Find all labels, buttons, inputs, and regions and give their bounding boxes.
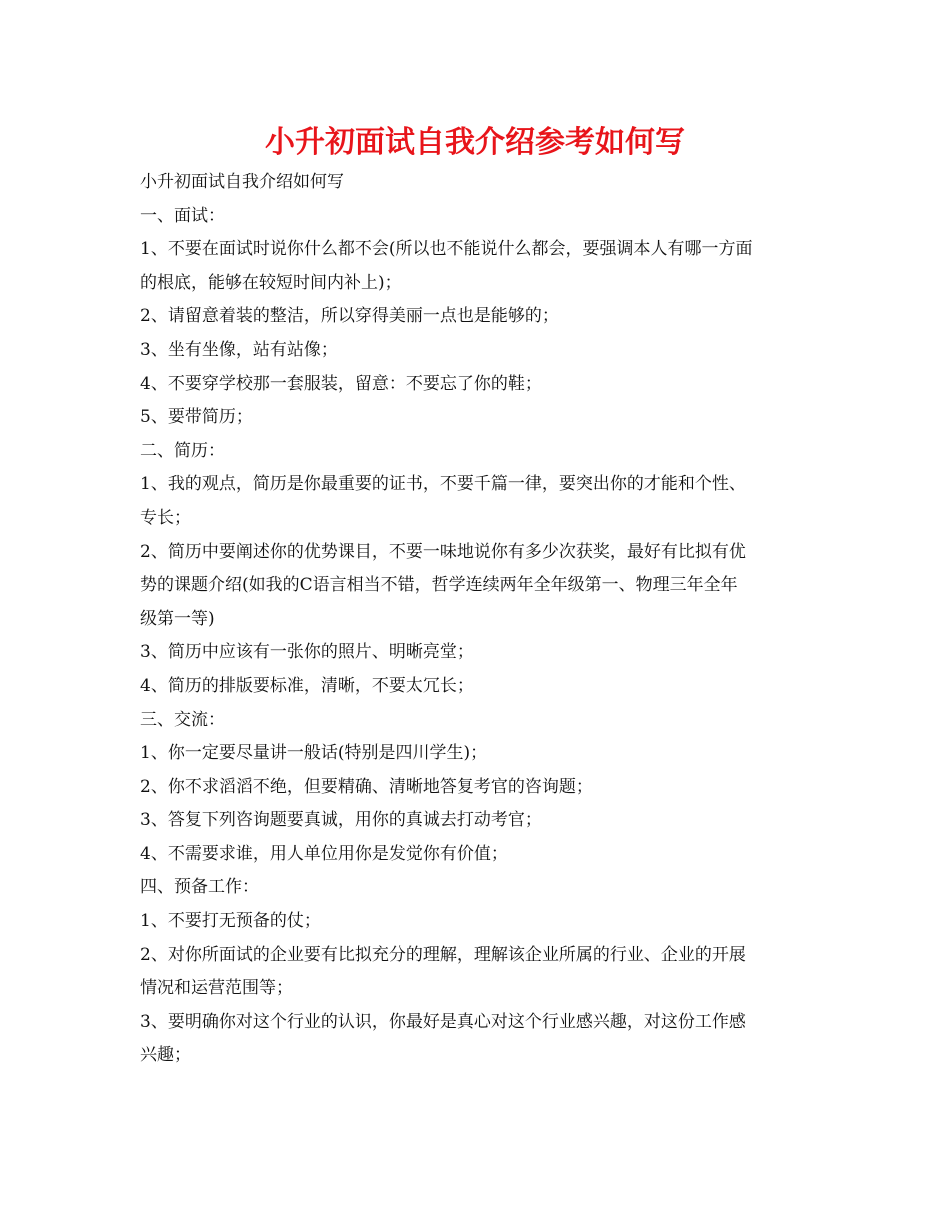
text-line: 5、要带简历； xyxy=(140,407,253,428)
text-line: 情况和运营范围等； xyxy=(140,978,293,999)
text-line: 1、我的观点，简历是你最重要的证书，不要千篇一律，要突出你的才能和个性、 xyxy=(140,474,746,495)
text-line: 1、不要在面试时说你什么都不会(所以也不能说什么都会，要强调本人有哪一方面 xyxy=(140,239,753,260)
section-heading: 一、面试： xyxy=(140,205,225,226)
section-heading: 四、预备工作： xyxy=(140,877,259,898)
text-line: 势的课题介绍(如我的C语言相当不错，哲学连续两年全年级第一、物理三年全年 xyxy=(140,575,738,596)
text-line: 2、简历中要阐述你的优势课目，不要一味地说你有多少次获奖，最好有比拟有优 xyxy=(140,541,746,562)
text-line: 4、简历的排版要标准，清晰，不要太冗长； xyxy=(140,675,474,696)
text-line: 4、不要穿学校那一套服装，留意：不要忘了你的鞋； xyxy=(140,373,542,394)
text-line: 1、你一定要尽量讲一般话(特别是四川学生)； xyxy=(140,743,488,764)
section-heading: 二、简历： xyxy=(140,440,225,461)
text-line: 2、请留意着装的整洁，所以穿得美丽一点也是能够的； xyxy=(140,306,559,327)
text-line: 3、答复下列咨询题要真诚，用你的真诚去打动考官； xyxy=(140,810,542,831)
text-line: 2、对你所面试的企业要有比拟充分的理解，理解该企业所属的行业、企业的开展 xyxy=(140,944,746,965)
document-body xyxy=(140,166,820,1073)
section-heading: 三、交流： xyxy=(140,709,225,730)
text-line: 3、简历中应该有一张你的照片、明晰亮堂； xyxy=(140,642,474,663)
text-line: 1、不要打无预备的仗； xyxy=(140,911,321,932)
text-line: 级第一等) xyxy=(140,608,215,629)
text-line: 2、你不求滔滔不绝，但要精确、清晰地答复考官的咨询题； xyxy=(140,776,593,797)
text-line: 专长； xyxy=(140,507,191,528)
text-line: 3、坐有坐像，站有站像； xyxy=(140,339,338,360)
text-line: 3、要明确你对这个行业的认识，你最好是真心对这个行业感兴趣，对这份工作感 xyxy=(140,1011,746,1032)
text-line: 的根底，能够在较短时间内补上)； xyxy=(140,272,402,293)
text-line: 4、不需要求谁，用人单位用你是发觉你有价值； xyxy=(140,843,508,864)
document-title: 小升初面试自我介绍参考如何写 xyxy=(265,125,685,160)
text-line: 小升初面试自我介绍如何写 xyxy=(140,172,344,192)
text-line: 兴趣； xyxy=(140,1045,191,1066)
